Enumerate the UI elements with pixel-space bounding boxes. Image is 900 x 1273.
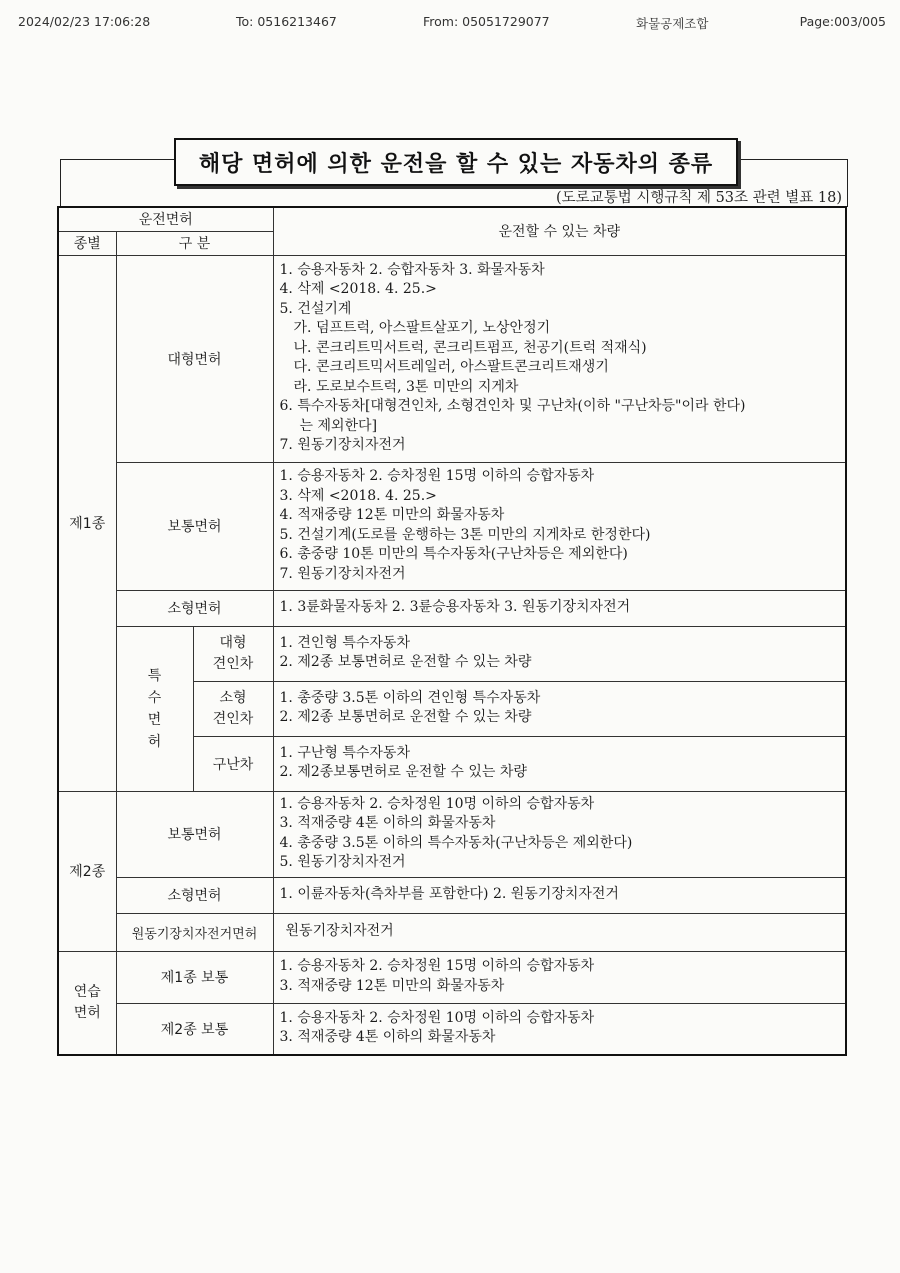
wrecker-vehicles — [273, 736, 846, 791]
small-tow-vehicles — [273, 681, 846, 736]
list-item: 4. 총중량 3.5톤 이하의 특수자동차(구난차등은 제외한다) — [279, 834, 633, 851]
learner-class2-vehicles — [273, 1003, 846, 1055]
header-kind: 종별 — [58, 231, 116, 255]
list-item: 는 제외한다] — [299, 417, 378, 434]
list-item: 1. 구난형 특수자동차 — [279, 744, 410, 761]
list-item: 라. 도로보수트럭, 3톤 미만의 지게차 — [293, 378, 519, 395]
list-item: 1. 총중량 3.5톤 이하의 견인형 특수자동차 — [279, 689, 541, 706]
class1-label: 제1종 — [58, 255, 116, 791]
document-title: 해당 면허에 의한 운전을 할 수 있는 자동차의 종류 — [174, 138, 738, 186]
fax-datetime: 2024/02/23 17:06:28 — [18, 14, 151, 29]
list-item: 5. 원동기장치자전거 — [279, 854, 406, 870]
list-item: 5. 건설기계 — [279, 300, 352, 317]
list-item: 1. 승용자동차 2. 승차정원 15명 이하의 승합자동차 — [279, 958, 595, 974]
list-item: 1. 승용자동차 2. 승합자동차 3. 화물자동차 — [279, 261, 545, 278]
list-item: 다. 콘크리트믹서트레일러, 아스팔트콘크리트재생기 — [293, 359, 609, 375]
list-item: 3. 적재중량 12톤 미만의 화물자동차 — [279, 977, 505, 994]
class1-ordinary-vehicles — [273, 462, 846, 590]
list-item: 3. 삭제 <2018. 4. 25.> — [279, 487, 437, 504]
class2-label: 제2종 — [58, 791, 116, 951]
list-item: 3. 적재중량 4톤 이하의 화물자동차 — [279, 1029, 496, 1046]
list-item: 2. 제2종보통면허로 운전할 수 있는 차량 — [279, 764, 527, 780]
list-item: 4. 적재중량 12톤 미만의 화물자동차 — [279, 507, 505, 523]
license-table — [57, 206, 847, 1056]
large-tow-label: 대형 견인차 — [193, 626, 273, 681]
list-item: 2. 제2종 보통면허로 운전할 수 있는 차량 — [279, 654, 532, 670]
list-item: 6. 특수자동차[대형견인차, 소형견인차 및 구난차(이하 "구난차등"이라 한다) — [279, 398, 746, 414]
list-item: 7. 원동기장치자전거 — [279, 565, 406, 582]
large-tow-vehicles — [273, 626, 846, 681]
fax-sender: 화물공제조합 — [636, 16, 709, 31]
list-item: 1. 견인형 특수자동차 — [279, 634, 410, 651]
fax-from: From: 05051729077 — [423, 14, 550, 29]
document-subtitle: (도로교통법 시행규칙 제 53조 관련 별표 18) — [556, 190, 842, 206]
learner-class1-label: 제1종 보통 — [116, 951, 273, 1003]
moped-license-vehicles — [273, 913, 846, 951]
list-item: 1. 승용자동차 2. 승차정원 15명 이하의 승합자동차 — [279, 468, 595, 484]
class2-ordinary-label: 보통면허 — [116, 791, 273, 877]
class1-large-vehicles — [273, 255, 846, 462]
list-item: 1. 이륜자동차(측차부를 포함한다) 2. 원동기장치자전거 — [279, 885, 619, 902]
list-item: 6. 총중량 10톤 미만의 특수자동차(구난차등은 제외한다) — [279, 546, 628, 562]
list-item: 1. 승용자동차 2. 승차정원 10명 이하의 승합자동차 — [279, 795, 595, 812]
class1-ordinary-label: 보통면허 — [116, 462, 273, 590]
list-item: 1. 3륜화물자동차 2. 3륜승용자동차 3. 원동기장치자전거 — [279, 598, 631, 615]
fax-page: Page:003/005 — [799, 14, 886, 29]
list-item: 가. 덤프트럭, 아스팔트살포기, 노상안정기 — [293, 320, 551, 336]
moped-license-label: 원동기장치자전거면허 — [116, 913, 273, 951]
list-item: 7. 원동기장치자전거 — [279, 437, 406, 453]
class2-ordinary-vehicles — [273, 791, 846, 877]
fax-header — [18, 14, 886, 34]
class2-small-label: 소형면허 — [116, 877, 273, 913]
class1-small-label: 소형면허 — [116, 590, 273, 626]
learner-class1-vehicles — [273, 951, 846, 1003]
fax-to: To: 0516213467 — [236, 14, 337, 29]
small-tow-label: 소형 견인차 — [193, 681, 273, 736]
list-item: 2. 제2종 보통면허로 운전할 수 있는 차량 — [279, 709, 532, 725]
header-vehicles: 운전할 수 있는 차량 — [273, 207, 846, 255]
header-license-group: 운전면허 — [58, 207, 273, 231]
class1-large-label: 대형면허 — [116, 255, 273, 462]
learner-license-label: 연습 면허 — [58, 951, 116, 1055]
list-item: 3. 적재중량 4톤 이하의 화물자동차 — [279, 815, 496, 831]
list-item: 1. 승용자동차 2. 승차정원 10명 이하의 승합자동차 — [279, 1009, 595, 1026]
list-item: 나. 콘크리트믹서트럭, 콘크리트펌프, 천공기(트럭 적재식) — [293, 339, 647, 356]
class1-small-vehicles — [273, 590, 846, 626]
special-license-label: 특 수 면 허 — [116, 626, 193, 791]
header-category: 구 분 — [116, 231, 273, 255]
list-item: 5. 건설기계(도로를 운행하는 3톤 미만의 지게차로 한정한다) — [279, 526, 651, 543]
learner-class2-label: 제2종 보통 — [116, 1003, 273, 1055]
class2-small-vehicles — [273, 877, 846, 913]
list-item: 원동기장치자전거 — [285, 922, 394, 939]
list-item: 4. 삭제 <2018. 4. 25.> — [279, 281, 437, 297]
wrecker-label: 구난차 — [193, 736, 273, 791]
